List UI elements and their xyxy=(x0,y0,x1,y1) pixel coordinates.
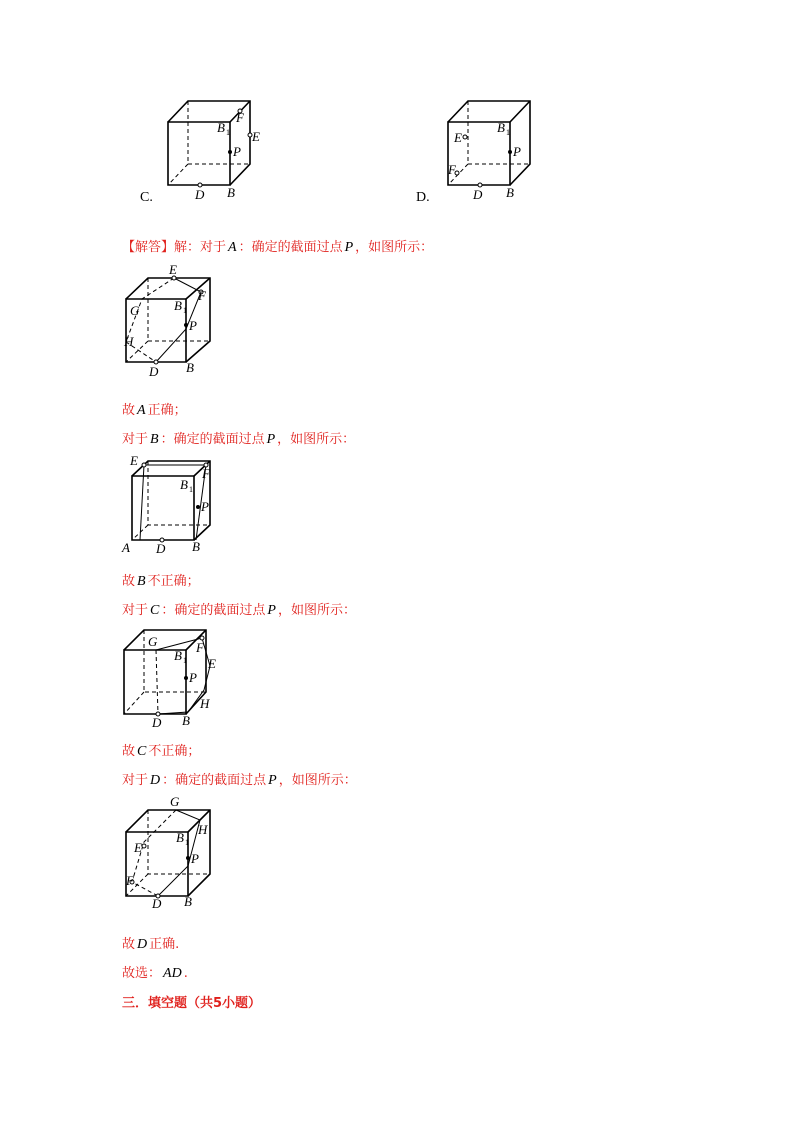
var-p: P xyxy=(267,603,276,618)
label-f: F xyxy=(202,466,210,481)
conclusion-pre: 故 xyxy=(122,403,136,418)
label-p: P xyxy=(513,144,521,159)
label-b1: B xyxy=(497,120,505,135)
tail-text: ，如图所示： xyxy=(277,432,356,447)
label-b1: B xyxy=(176,830,184,845)
label-a: A xyxy=(122,540,130,555)
label-b1: B xyxy=(174,648,182,663)
option-d-label: D. xyxy=(416,190,430,205)
intro-pre: 对于 xyxy=(122,603,149,618)
option-c-label: C. xyxy=(140,190,153,205)
solution-b-figure xyxy=(118,452,228,556)
label-d: D xyxy=(195,187,205,202)
label-h: H xyxy=(200,696,210,711)
label-h: H xyxy=(198,822,208,837)
label-e: E xyxy=(134,840,142,855)
label-b: B xyxy=(186,360,194,375)
var-b: B xyxy=(137,574,146,589)
section-text: ：确定的截面过点 xyxy=(162,773,267,788)
label-b: B xyxy=(182,713,190,728)
solution-c-conclusion xyxy=(122,740,200,760)
intro-pre: 对于 xyxy=(122,773,149,788)
label-f: F xyxy=(198,288,206,303)
conclusion-pre: 故 xyxy=(122,744,136,759)
conclusion-pre: 故 xyxy=(122,937,136,952)
var-c: C xyxy=(137,744,147,759)
solution-d-figure xyxy=(118,794,228,914)
solution-prefix: 【解答】解：对于 xyxy=(122,240,227,255)
label-b1-sub: 1 xyxy=(183,656,187,665)
var-a: A xyxy=(137,403,146,418)
solution-a-conclusion xyxy=(122,399,187,419)
var-c: C xyxy=(150,603,160,618)
label-p: P xyxy=(189,318,197,333)
solution-d-intro xyxy=(122,769,357,789)
section-text: ：确定的截面过点 xyxy=(161,603,266,618)
label-d: D xyxy=(473,187,483,202)
answer-post: . xyxy=(183,966,188,981)
label-d: D xyxy=(156,541,166,556)
answer-var: AD xyxy=(163,966,182,981)
var-a: A xyxy=(228,240,237,255)
var-d: D xyxy=(150,773,161,788)
option-d-figure xyxy=(440,95,560,205)
section-text: ：确定的截面过点 xyxy=(238,240,343,255)
var-p: P xyxy=(344,240,354,255)
var-b: B xyxy=(150,432,159,447)
option-c-figure xyxy=(160,95,280,205)
label-b1-sub: 1 xyxy=(183,306,187,315)
label-e: E xyxy=(130,453,138,468)
label-f: F xyxy=(196,640,204,655)
label-p: P xyxy=(189,670,197,685)
label-e: E xyxy=(208,656,216,671)
label-d: D xyxy=(149,364,159,379)
label-b1-sub: 1 xyxy=(185,838,189,847)
var-p: P xyxy=(266,432,276,447)
label-b: B xyxy=(227,185,235,200)
label-d: D xyxy=(152,715,162,730)
label-b1: B xyxy=(217,120,225,135)
solution-d-conclusion xyxy=(122,933,179,953)
conclusion-post: 不正确； xyxy=(148,744,201,759)
answer-line xyxy=(122,962,188,982)
tail-text: ，如图所示： xyxy=(278,773,357,788)
answer-pre: 故选： xyxy=(122,966,162,981)
label-h: H xyxy=(124,334,134,349)
label-e: E xyxy=(169,262,177,277)
label-p: P xyxy=(191,851,199,866)
label-g: G xyxy=(148,634,158,649)
conclusion-post: 不正确； xyxy=(147,574,200,589)
label-e: E xyxy=(454,130,462,145)
label-f: F xyxy=(236,110,244,125)
conclusion-pre: 故 xyxy=(122,574,136,589)
solution-c-figure xyxy=(118,626,228,730)
label-g: G xyxy=(170,794,180,809)
intro-pre: 对于 xyxy=(122,432,149,447)
solution-b-conclusion xyxy=(122,570,200,590)
label-d: D xyxy=(152,896,162,911)
label-b: B xyxy=(184,894,192,909)
label-p: P xyxy=(233,144,241,159)
label-b1: B xyxy=(174,298,182,313)
section-text: ：确定的截面过点 xyxy=(160,432,265,447)
label-f: F xyxy=(448,162,456,177)
var-d: D xyxy=(137,937,148,952)
label-b: B xyxy=(506,185,514,200)
label-b1-sub: 1 xyxy=(226,128,230,137)
tail-text: ，如图所示： xyxy=(277,603,356,618)
label-b1: B xyxy=(180,477,188,492)
label-b1-sub: 1 xyxy=(189,485,193,494)
var-p: P xyxy=(268,773,277,788)
solution-c-intro xyxy=(122,599,356,619)
solution-a-intro xyxy=(122,236,433,256)
section-title: 三．填空题（共5小题） xyxy=(122,996,262,1011)
tail-text: ，如图所示： xyxy=(355,240,434,255)
solution-a-figure xyxy=(118,262,228,380)
conclusion-post: 正确； xyxy=(147,403,187,418)
label-f: F xyxy=(126,873,134,888)
label-b1-sub: 1 xyxy=(506,128,510,137)
label-b: B xyxy=(192,539,200,554)
label-p: P xyxy=(201,499,209,514)
label-e: E xyxy=(252,129,260,144)
solution-b-intro xyxy=(122,428,355,448)
conclusion-post: 正确. xyxy=(149,937,180,952)
label-g: G xyxy=(130,303,140,318)
